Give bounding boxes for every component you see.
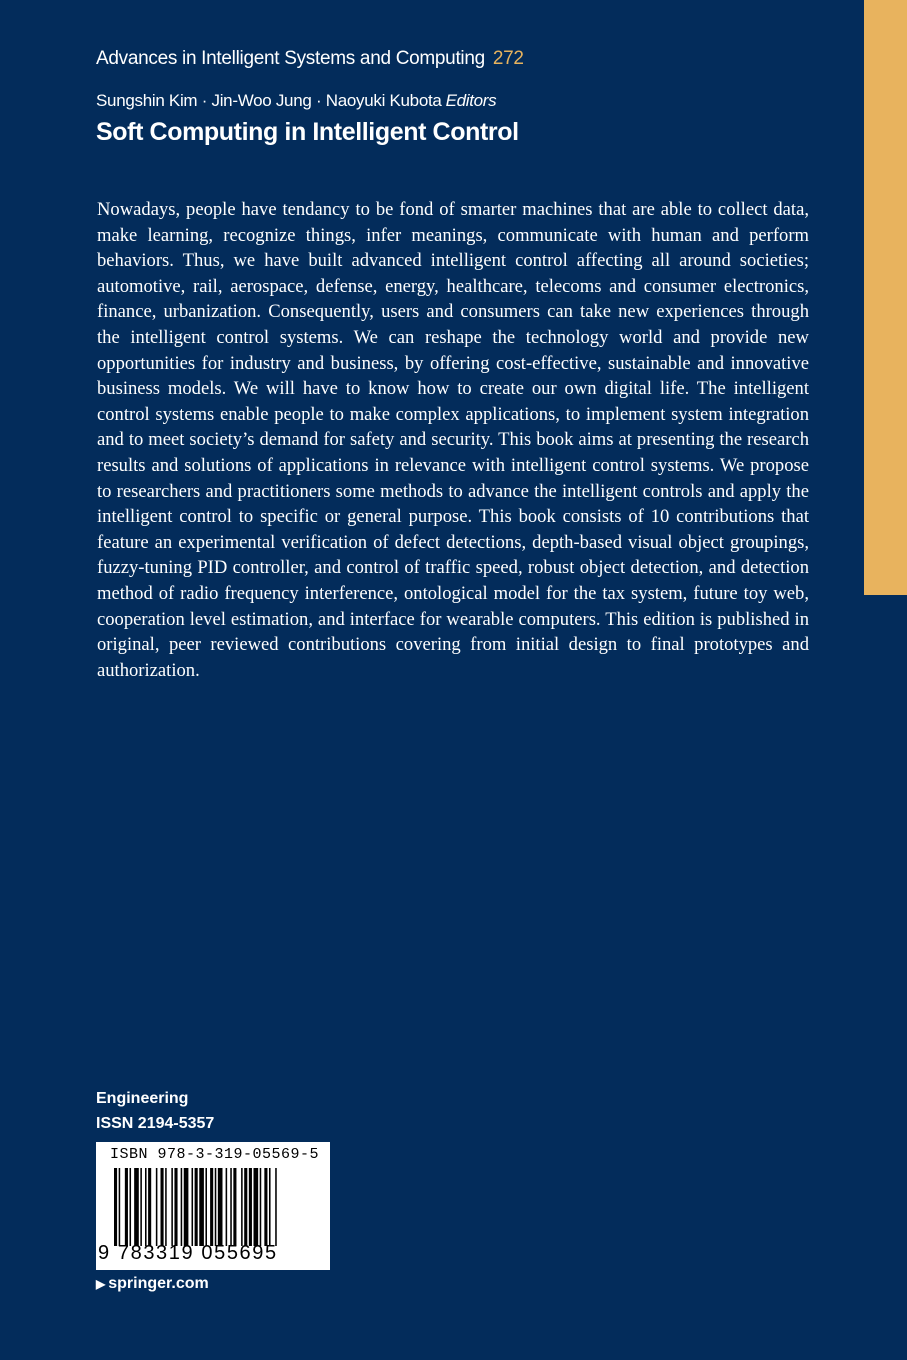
book-title: Soft Computing in Intelligent Control (96, 118, 519, 146)
editors-line (96, 91, 496, 111)
isbn-barcode (96, 1142, 330, 1270)
editors-role: Editors (445, 91, 497, 110)
editor-names: Sungshin Kim · Jin-Woo Jung · Naoyuki Kubota (96, 91, 442, 110)
issn-number: ISSN 2194-5357 (96, 1115, 215, 1132)
publisher-website-link[interactable] (96, 1275, 209, 1293)
subject-category: Engineering (96, 1090, 189, 1107)
series-title: Advances in Intelligent Systems and Computing (96, 48, 485, 69)
isbn-label: ISBN 978-3-319-05569-5 (110, 1146, 320, 1163)
series-volume: 272 (492, 48, 524, 69)
publisher-link-text: springer.com (108, 1275, 209, 1292)
spine-color-stripe (864, 0, 907, 595)
ean-digits: 9 783319 055695 (98, 1242, 278, 1264)
triangle-right-icon: ▶ (96, 1277, 106, 1291)
series-heading (96, 48, 524, 70)
book-description: Nowadays, people have tendancy to be fond of smarter machines that are able to collect data, make learning, recognize things, infer meanings, communicate with human and perform behaviors. Thus, we have built advanced intelligent control affecting all around societies; automotive, rail, aerospace, defense, energy, healthcare, telecoms and consumer electronics, finance, urbanization. Consequently, users and consumers can take new experiences through the intelligent control systems. We can reshape the technology world and provide new opportunities for industry and business, by offering cost-effective, sustainable and innovative business models. We will have to know how to create our own digital life. The intelligent control systems enable people to make complex applications, to implement system integration and to meet society’s demand for safety and security. This book aims at presenting the research results and solutions of applications in relevance with intelligent control systems. We propose to researchers and practitioners some methods to advance the intelligent controls and apply the intelligent control to specific or general purpose. This book consists of 10 contributions that feature an experimental verification of defect detections, depth-based visual object groupings, fuzzy-tuning PID controller, and control of traffic speed, robust object detection, and detection method of radio frequency interference, ontological model for the tax system, future toy web, cooperation level estimation, and interface for wearable computers. This edition is published in original, peer reviewed contributions covering from initial design to final prototypes and authorization. (97, 199, 809, 681)
barcode-bars (114, 1168, 318, 1246)
